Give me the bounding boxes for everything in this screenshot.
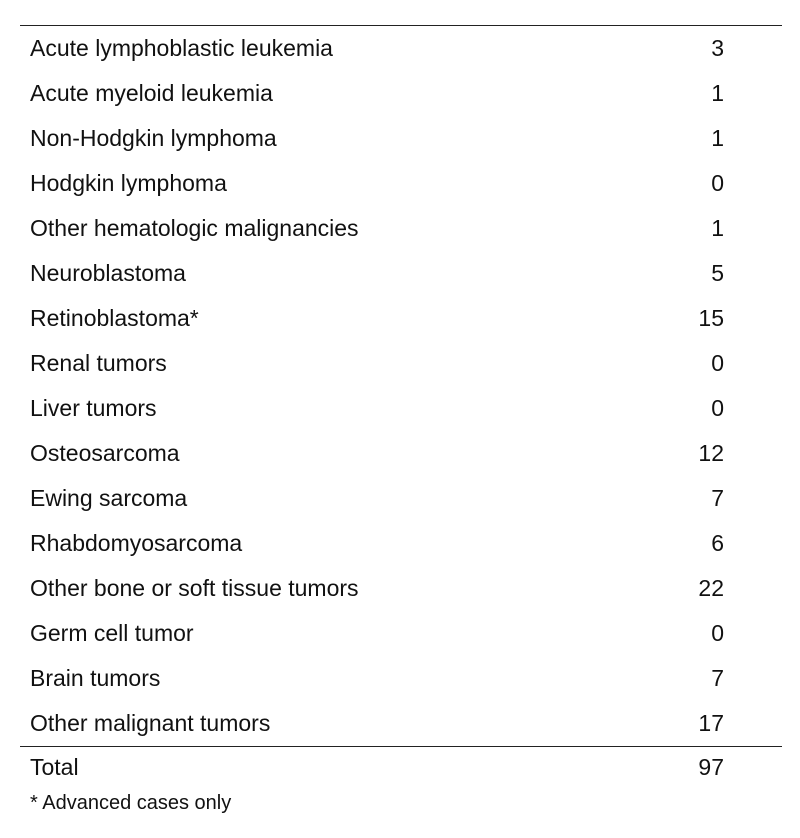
row-value: 1	[711, 80, 724, 106]
row-value: 0	[711, 620, 724, 646]
row-value: 6	[711, 530, 724, 556]
footnote: * Advanced cases only	[30, 792, 232, 814]
row-value: 15	[698, 305, 724, 331]
row-label: Germ cell tumor	[30, 620, 194, 646]
table-row	[20, 71, 782, 116]
table-row	[20, 701, 782, 746]
row-label: Hodgkin lymphoma	[30, 170, 227, 196]
table-row	[20, 386, 782, 431]
row-value: 1	[711, 215, 724, 241]
row-value: 0	[711, 170, 724, 196]
table-row	[20, 431, 782, 476]
row-label: Liver tumors	[30, 395, 157, 421]
table-row	[20, 26, 782, 71]
row-value: 7	[711, 665, 724, 691]
table-row	[20, 161, 782, 206]
table-row	[20, 566, 782, 611]
table-row	[20, 206, 782, 251]
table-row	[20, 521, 782, 566]
row-label: Retinoblastoma*	[30, 305, 199, 331]
row-value: 17	[698, 710, 724, 736]
row-label: Osteosarcoma	[30, 440, 180, 466]
row-label: Non-Hodgkin lymphoma	[30, 125, 277, 151]
row-value: 3	[711, 35, 724, 61]
total-value: 97	[698, 753, 724, 780]
row-value: 0	[711, 350, 724, 376]
table-row	[20, 611, 782, 656]
table-row	[20, 116, 782, 161]
row-label: Other bone or soft tissue tumors	[30, 575, 359, 601]
table-row	[20, 476, 782, 521]
row-label: Neuroblastoma	[30, 260, 186, 286]
table-row	[20, 341, 782, 386]
row-value: 7	[711, 485, 724, 511]
row-label: Acute myeloid leukemia	[30, 80, 273, 106]
row-value: 5	[711, 260, 724, 286]
row-value: 1	[711, 125, 724, 151]
row-label: Rhabdomyosarcoma	[30, 530, 243, 556]
table-row	[20, 296, 782, 341]
table-row	[20, 251, 782, 296]
row-value: 0	[711, 395, 724, 421]
row-label: Renal tumors	[30, 350, 167, 376]
row-label: Brain tumors	[30, 665, 161, 691]
total-label: Total	[30, 753, 79, 780]
total-row	[20, 747, 782, 787]
tumor-table	[20, 25, 782, 787]
row-value: 22	[698, 575, 724, 601]
row-value: 12	[698, 440, 724, 466]
table-row	[20, 656, 782, 701]
table-body	[20, 26, 782, 746]
row-label: Acute lymphoblastic leukemia	[30, 35, 333, 61]
row-label: Other malignant tumors	[30, 710, 271, 736]
row-label: Ewing sarcoma	[30, 485, 188, 511]
row-label: Other hematologic malignancies	[30, 215, 359, 241]
